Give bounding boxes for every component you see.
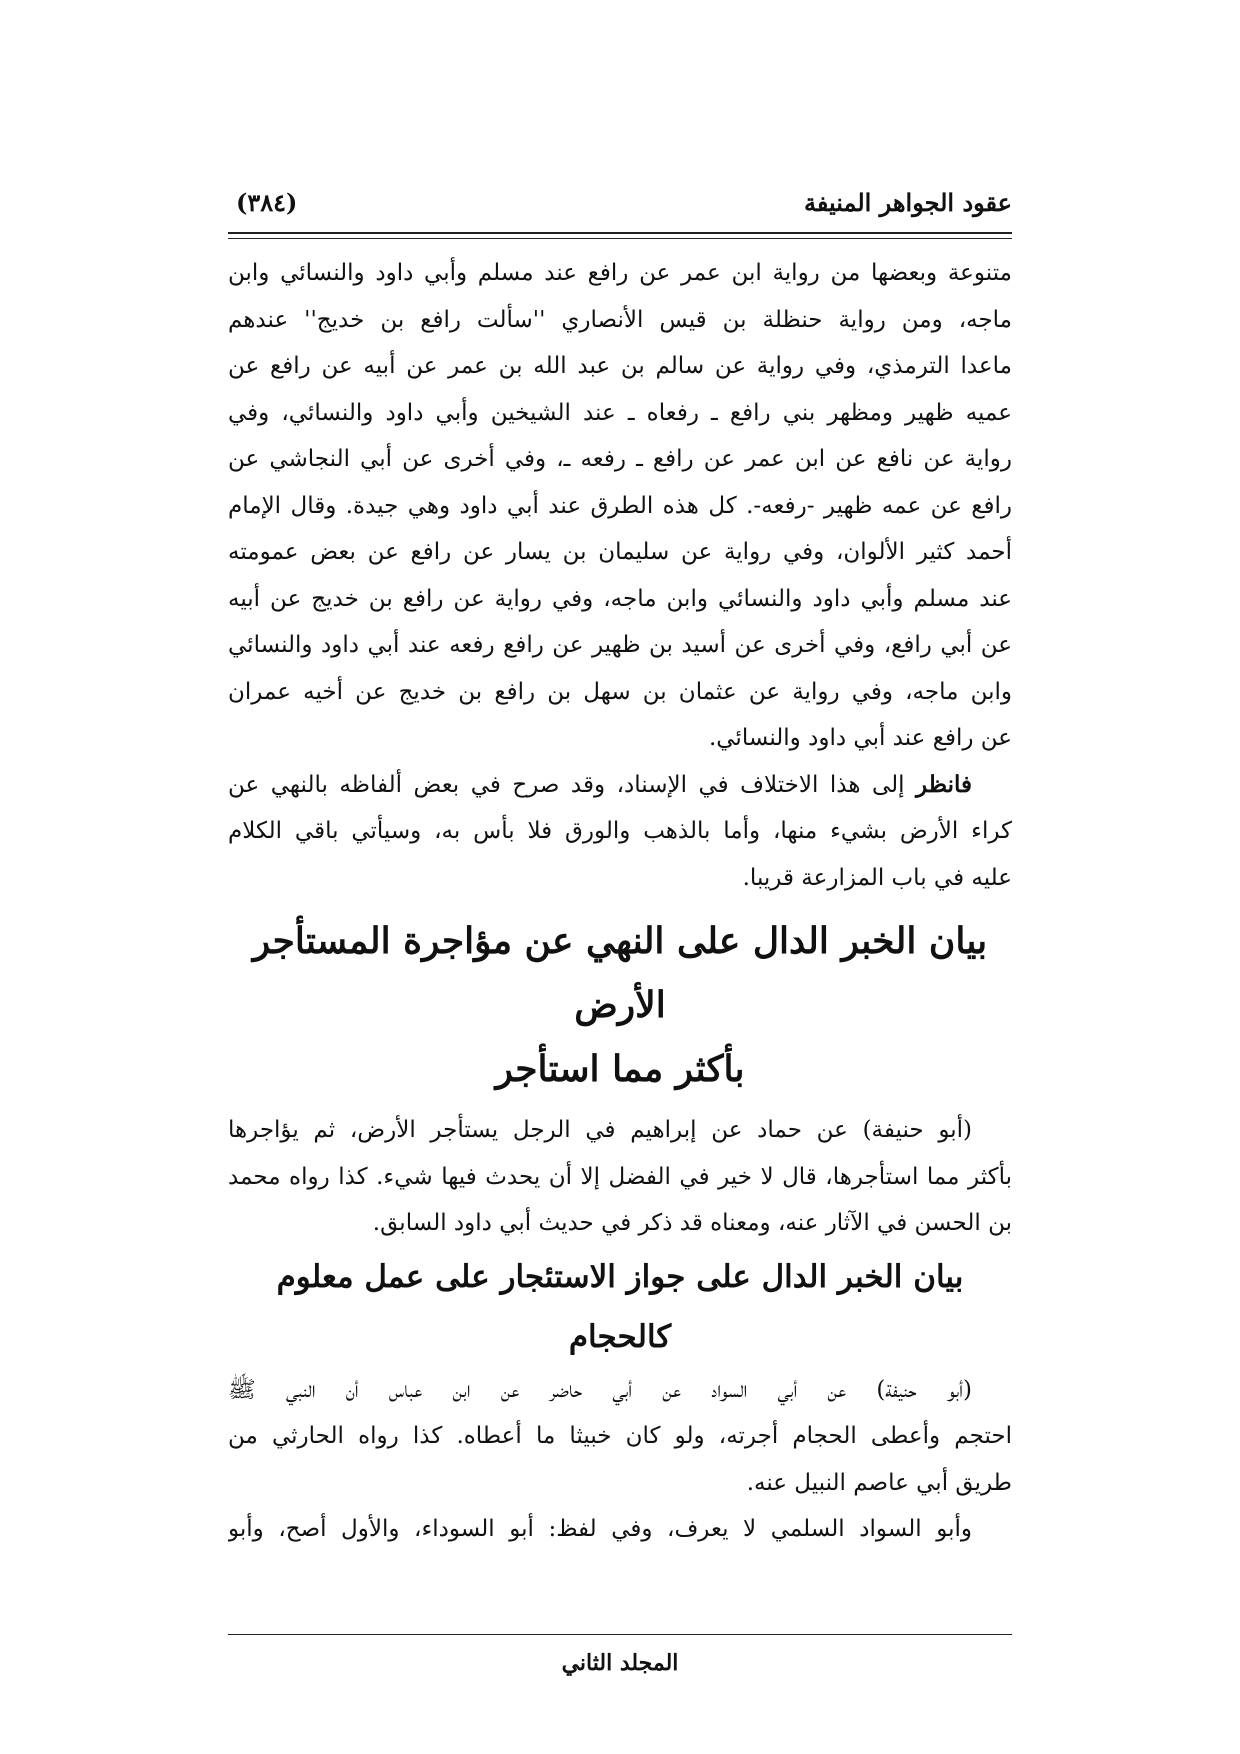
book-title: عقود الجواهر المنيفة <box>803 188 1012 217</box>
text-line: رافع عن عمه ظهير -رفعه-. كل هذه الطرق عند أبي داود وهي جيدة. وقال الإمام <box>228 492 1012 519</box>
text-line: عند مسلم وأبي داود والنسائي وابن ماجه، وفي رواية عن رافع بن خديج عن أبيه <box>228 585 1012 612</box>
text-line: طريق أبي عاصم النبيل عنه. <box>746 1469 1012 1496</box>
page-number: (٣٨٤) <box>236 188 298 217</box>
text-span: إلى هذا الاختلاف في الإسناد، وقد صرح في بعض ألفاظه بالنهي عن <box>228 771 917 798</box>
text-line: وأبو السواد السلمي لا يعرف، وفي لفظ: أبو السوداء، والأول أصح، وأبو <box>228 1516 972 1542</box>
text-line: بن الحسن في الآثار عنه، ومعناه قد ذكر في حديث أبي داود السابق. <box>372 1210 1012 1236</box>
paragraph-2 <box>228 762 1012 902</box>
text-line: أحمد كثير الألوان، وفي رواية عن سليمان بن يسار عن رافع عن بعض عمومته <box>228 539 1012 565</box>
text-line: كراء الأرض بشيء منها، وأما بالذهب والورق فلا بأس به، وسيأتي باقي الكلام <box>228 818 1012 844</box>
text-line: (أبو حنيفة) عن أبي السواد عن أبي حاضر عن ابن عباس أن النبي ﷺ <box>228 1376 972 1403</box>
text-line: عن أبي رافع، وفي أخرى عن أسيد بن ظهير عن رافع رفعه عند أبي داود والنسائي <box>228 632 1012 658</box>
section-heading-2: بيان الخبر الدال على جواز الاستئجار على عمل معلوم كالحجام <box>276 1258 964 1355</box>
paragraph-5 <box>228 1506 1012 1553</box>
text-line: عن رافع عند أبي داود والنسائي. <box>708 725 1012 751</box>
text-line: وابن ماجه، وفي رواية عن عثمان بن سهل بن رافع بن خديج عن أخيه عمران <box>228 678 1012 705</box>
text-line: ماعدا الترمذي، وفي رواية عن سالم بن عبد الله بن عمر عن أبيه عن رافع عن <box>228 353 1012 379</box>
header-rule <box>228 232 1012 239</box>
text-line: عليه في باب المزارعة قريبا. <box>742 864 1012 891</box>
text-line: بأكثر مما استأجرها، قال لا خير في الفضل إلا أن يحدث فيها شيء. كذا رواه محمد <box>228 1163 1012 1190</box>
paragraph-1 <box>228 250 1012 762</box>
text-line: (أبو حنيفة) عن حماد عن إبراهيم في الرجل يستأجر الأرض، ثم يؤاجرها <box>228 1117 972 1143</box>
text-line: عميه ظهير ومظهر بني رافع ـ رفعاه ـ عند الشيخين وأبي داود والنسائي، وفي <box>228 399 1012 426</box>
text-line: رواية عن نافع عن ابن عمر عن رافع ـ رفعه ـ، وفي أخرى عن أبي النجاشي عن <box>228 446 1012 472</box>
section-heading-1-cont: بأكثر مما استأجر <box>495 1048 745 1090</box>
running-header <box>228 188 1012 228</box>
text-line <box>228 762 1012 809</box>
page-body <box>228 250 1012 1553</box>
section-heading-1: بيان الخبر الدال على النهي عن مؤاجرة المستأجر الأرض <box>252 920 988 1026</box>
text-line: متنوعة وبعضها من رواية ابن عمر عن رافع عند مسلم وأبي داود والنسائي وابن <box>228 260 1012 286</box>
paragraph-3 <box>228 1107 1012 1247</box>
paragraph-4 <box>228 1367 1012 1507</box>
volume-label: المجلد الثاني <box>561 1650 679 1676</box>
lead-word: فانظر <box>916 770 972 798</box>
footer-rule <box>228 1634 1012 1635</box>
text-line: احتجم وأعطى الحجام أجرته، ولو كان خبيثا ما أعطاه. كذا رواه الحارثي من <box>228 1423 1012 1449</box>
text-line: ماجه، ومن رواية حنظلة بن قيس الأنصاري ''سألت رافع بن خديج'' عندهم <box>228 306 1012 333</box>
